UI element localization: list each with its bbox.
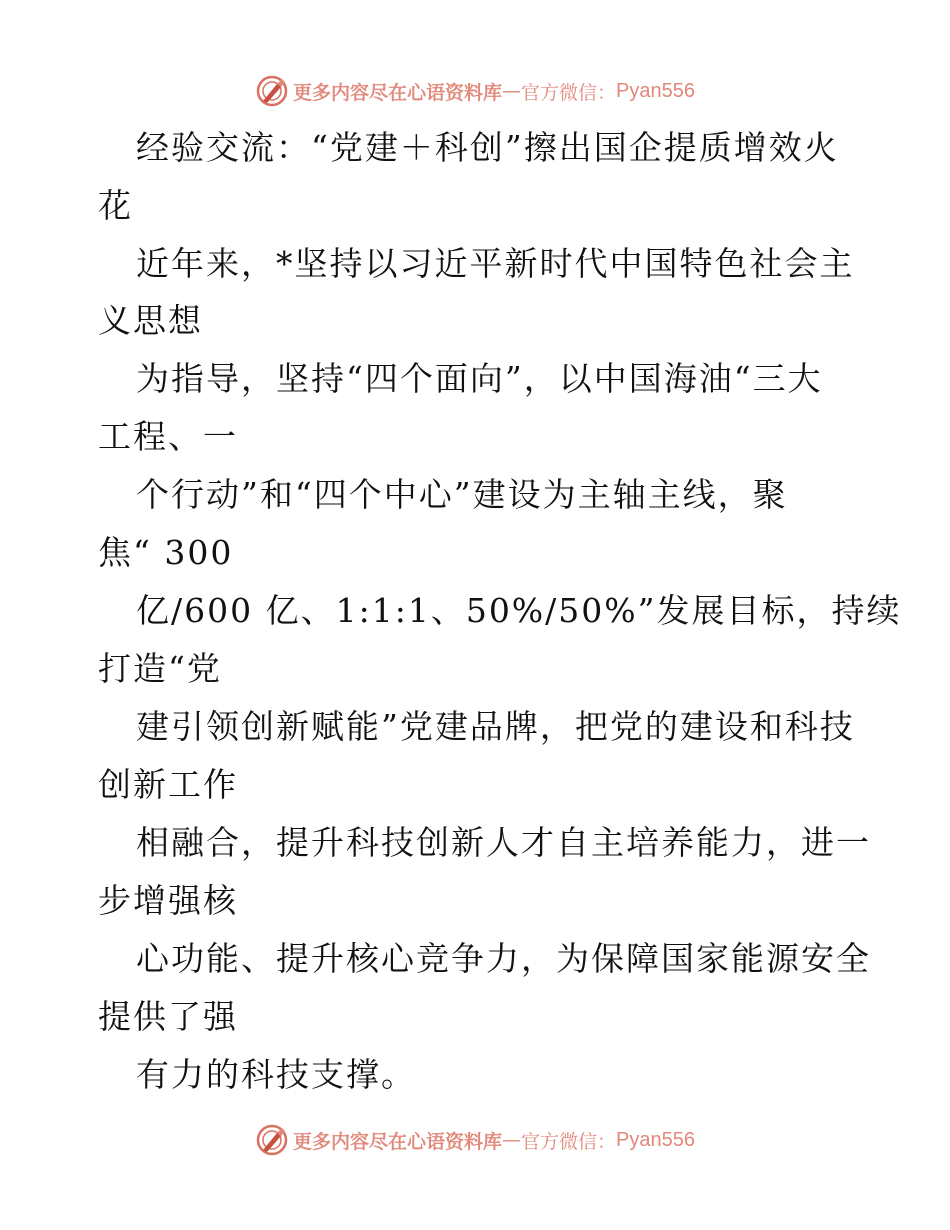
text-line: 焦“ 300 — [98, 533, 234, 572]
text-line: 工程、一 — [98, 417, 238, 456]
watermark-main-text: 更多内容尽在心语资料库 — [293, 81, 503, 104]
text-line: 创新工作 — [98, 765, 238, 804]
header-watermark — [0, 71, 950, 111]
text-line: 相融合，提升科技创新人才自主培养能力，进一 — [136, 823, 871, 862]
watermark-separator: — — [502, 1129, 522, 1151]
text-line: 个行动”和“四个中心”建设为主轴主线，聚 — [136, 475, 788, 514]
text-line: 为指导，坚持“四个面向”，以中国海油“三大 — [136, 359, 823, 398]
footer-watermark — [0, 1120, 950, 1160]
text-line: 建引领创新赋能”党建品牌，把党的建设和科技 — [136, 707, 855, 746]
watermark-wechat-id: Pyan556 — [616, 79, 695, 102]
text-line: 花 — [98, 186, 133, 225]
pen-logo-icon — [255, 1123, 289, 1157]
text-line: 亿/600 亿、1:1:1、50%/50%”发展目标，持续 — [136, 591, 902, 630]
text-line: 心功能、提升核心竞争力，为保障国家能源安全 — [136, 939, 871, 978]
text-line: 经验交流：“党建＋科创”擦出国企提质增效火 — [136, 128, 839, 167]
text-line: 步增强核 — [98, 881, 238, 920]
text-line: 有力的科技支撑。 — [136, 1055, 416, 1094]
watermark-wechat-id: Pyan556 — [616, 1128, 695, 1151]
text-line: 义思想 — [98, 301, 203, 340]
text-line: 提供了强 — [98, 997, 238, 1036]
watermark-main-text: 更多内容尽在心语资料库 — [293, 1130, 503, 1153]
pen-logo-icon — [255, 74, 289, 108]
text-line: 打造“党 — [98, 649, 222, 688]
watermark-separator: — — [502, 80, 522, 102]
watermark-wechat-label: 官方微信： — [521, 1130, 617, 1153]
text-line: 近年来，*坚持以习近平新时代中国特色社会主 — [136, 244, 855, 283]
watermark-wechat-label: 官方微信： — [521, 81, 617, 104]
